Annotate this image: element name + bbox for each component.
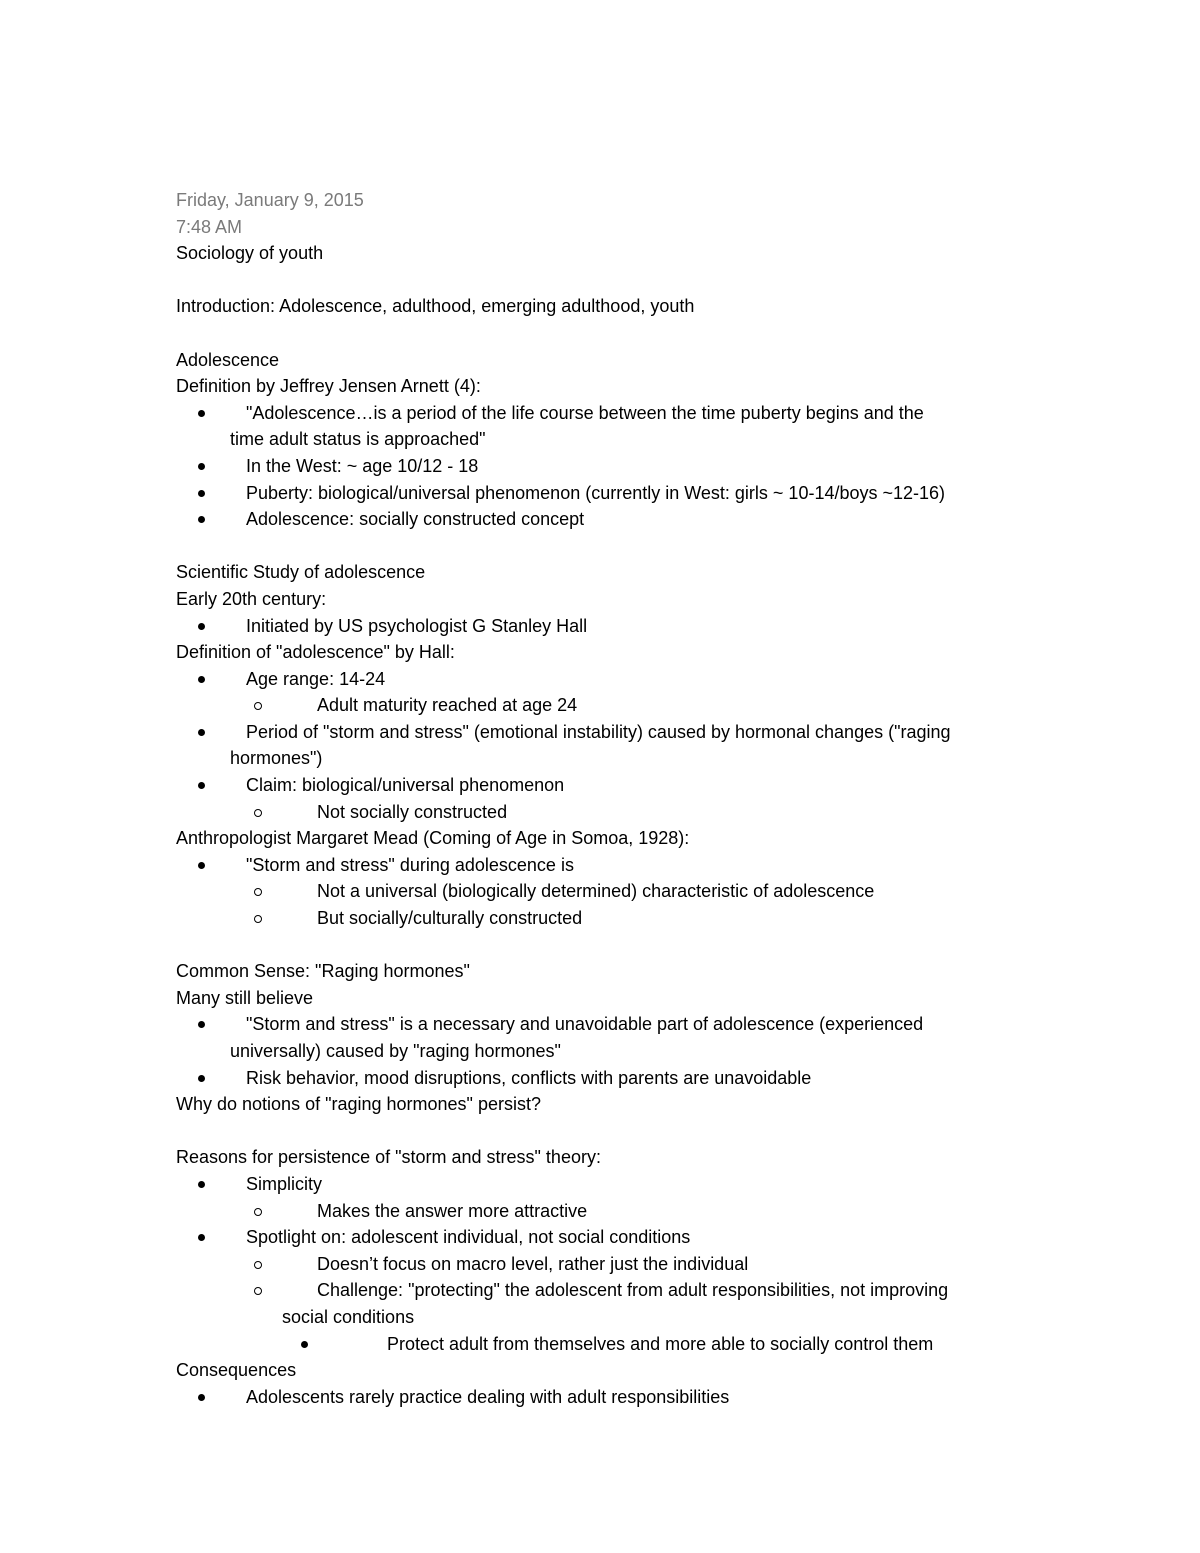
blank-line xyxy=(176,533,1056,560)
list-item: In the West: ~ age 10/12 - 18 xyxy=(176,453,1056,480)
list-item-continuation: hormones") xyxy=(230,748,323,769)
bullet-icon xyxy=(198,410,205,417)
note-time: 7:48 AM xyxy=(176,216,243,237)
sub-list-item-continuation: social conditions xyxy=(282,1306,415,1327)
section-heading-common-sense: Common Sense: "Raging hormones" xyxy=(176,961,470,982)
hall-definition-line: Definition of "adolescence" by Hall: xyxy=(176,642,455,663)
section-heading-reasons: Reasons for persistence of "storm and stress" theory: xyxy=(176,1147,601,1168)
sub-list-item: But socially/culturally constructed xyxy=(176,905,1056,932)
bullet-icon xyxy=(198,1181,205,1188)
list-item: Puberty: biological/universal phenomenon (currently in West: girls ~ 10-14/boys ~12-16) xyxy=(176,480,1056,507)
sub-list-item: Challenge: "protecting" the adolescent from adult responsibilities, not improving xyxy=(176,1277,1056,1304)
mead-line: Anthropologist Margaret Mead (Coming of Age in Somoa, 1928): xyxy=(176,828,690,849)
circle-bullet-icon xyxy=(254,1208,262,1216)
list-item: Spotlight on: adolescent individual, not social conditions xyxy=(176,1224,1056,1251)
list-item: "Adolescence…is a period of the life course between the time puberty begins and the xyxy=(176,400,1056,427)
many-believe-line: Many still believe xyxy=(176,987,314,1008)
sub-list-item: Adult maturity reached at age 24 xyxy=(176,692,1056,719)
section-heading-consequences: Consequences xyxy=(176,1360,297,1381)
bullet-icon xyxy=(198,490,205,497)
sub-list-item: Makes the answer more attractive xyxy=(176,1198,1056,1225)
list-item: Age range: 14-24 xyxy=(176,666,1056,693)
sub-list-item: Doesn’t focus on macro level, rather just the individual xyxy=(176,1251,1056,1278)
circle-bullet-icon xyxy=(254,809,262,817)
bullet-icon xyxy=(198,1075,205,1082)
bullet-icon xyxy=(198,1021,205,1028)
bullet-icon xyxy=(198,676,205,683)
bullet-icon xyxy=(198,623,205,630)
blank-line xyxy=(176,1118,1056,1145)
list-item: Claim: biological/universal phenomenon xyxy=(176,772,1056,799)
note-date: Friday, January 9, 2015 xyxy=(176,190,364,210)
list-item: Adolescents rarely practice dealing with adult responsibilities xyxy=(176,1384,1056,1411)
list-item: "Storm and stress" during adolescence is xyxy=(176,852,1056,879)
list-item: Simplicity xyxy=(176,1171,1056,1198)
sub-sub-list-item: Protect adult from themselves and more able to socially control them xyxy=(176,1331,1056,1358)
list-item-continuation: universally) caused by "raging hormones" xyxy=(230,1041,561,1061)
bullet-icon xyxy=(198,516,205,523)
list-item: Risk behavior, mood disruptions, conflicts with parents are unavoidable xyxy=(176,1065,1056,1092)
circle-bullet-icon xyxy=(254,1287,262,1295)
note-title: Sociology of youth xyxy=(176,243,324,264)
circle-bullet-icon xyxy=(254,888,262,896)
list-item: Period of "storm and stress" (emotional instability) caused by hormonal changes ("raging xyxy=(176,719,1056,746)
early-century-line: Early 20th century: xyxy=(176,588,327,609)
list-item: "Storm and stress" is a necessary and unavoidable part of adolescence (experienced xyxy=(176,1011,1056,1038)
blank-line xyxy=(176,320,1056,347)
bullet-icon xyxy=(301,1341,308,1348)
section-heading-adolescence: Adolescence xyxy=(176,349,280,370)
bullet-icon xyxy=(198,729,205,736)
blank-line xyxy=(176,267,1056,294)
definition-heading-arnett: Definition by Jeffrey Jensen Arnett (4): xyxy=(176,376,481,397)
bullet-icon xyxy=(198,1394,205,1401)
section-heading-scientific: Scientific Study of adolescence xyxy=(176,562,426,583)
bullet-icon xyxy=(198,782,205,789)
list-item: Adolescence: socially constructed concept xyxy=(176,506,1056,533)
note-body xyxy=(176,187,1056,1410)
intro-line: Introduction: Adolescence, adulthood, emerging adulthood, youth xyxy=(176,296,695,317)
circle-bullet-icon xyxy=(254,702,262,710)
list-item: Initiated by US psychologist G Stanley Hall xyxy=(176,613,1056,640)
list-item-continuation: time adult status is approached" xyxy=(230,429,486,450)
bullet-icon xyxy=(198,862,205,869)
bullet-icon xyxy=(198,463,205,470)
sub-list-item: Not socially constructed xyxy=(176,799,1056,826)
blank-line xyxy=(176,932,1056,959)
circle-bullet-icon xyxy=(254,1261,262,1269)
why-persist-line: Why do notions of "raging hormones" persist? xyxy=(176,1094,541,1115)
bullet-icon xyxy=(198,1234,205,1241)
circle-bullet-icon xyxy=(254,915,262,923)
sub-list-item: Not a universal (biologically determined) characteristic of adolescence xyxy=(176,878,1056,905)
